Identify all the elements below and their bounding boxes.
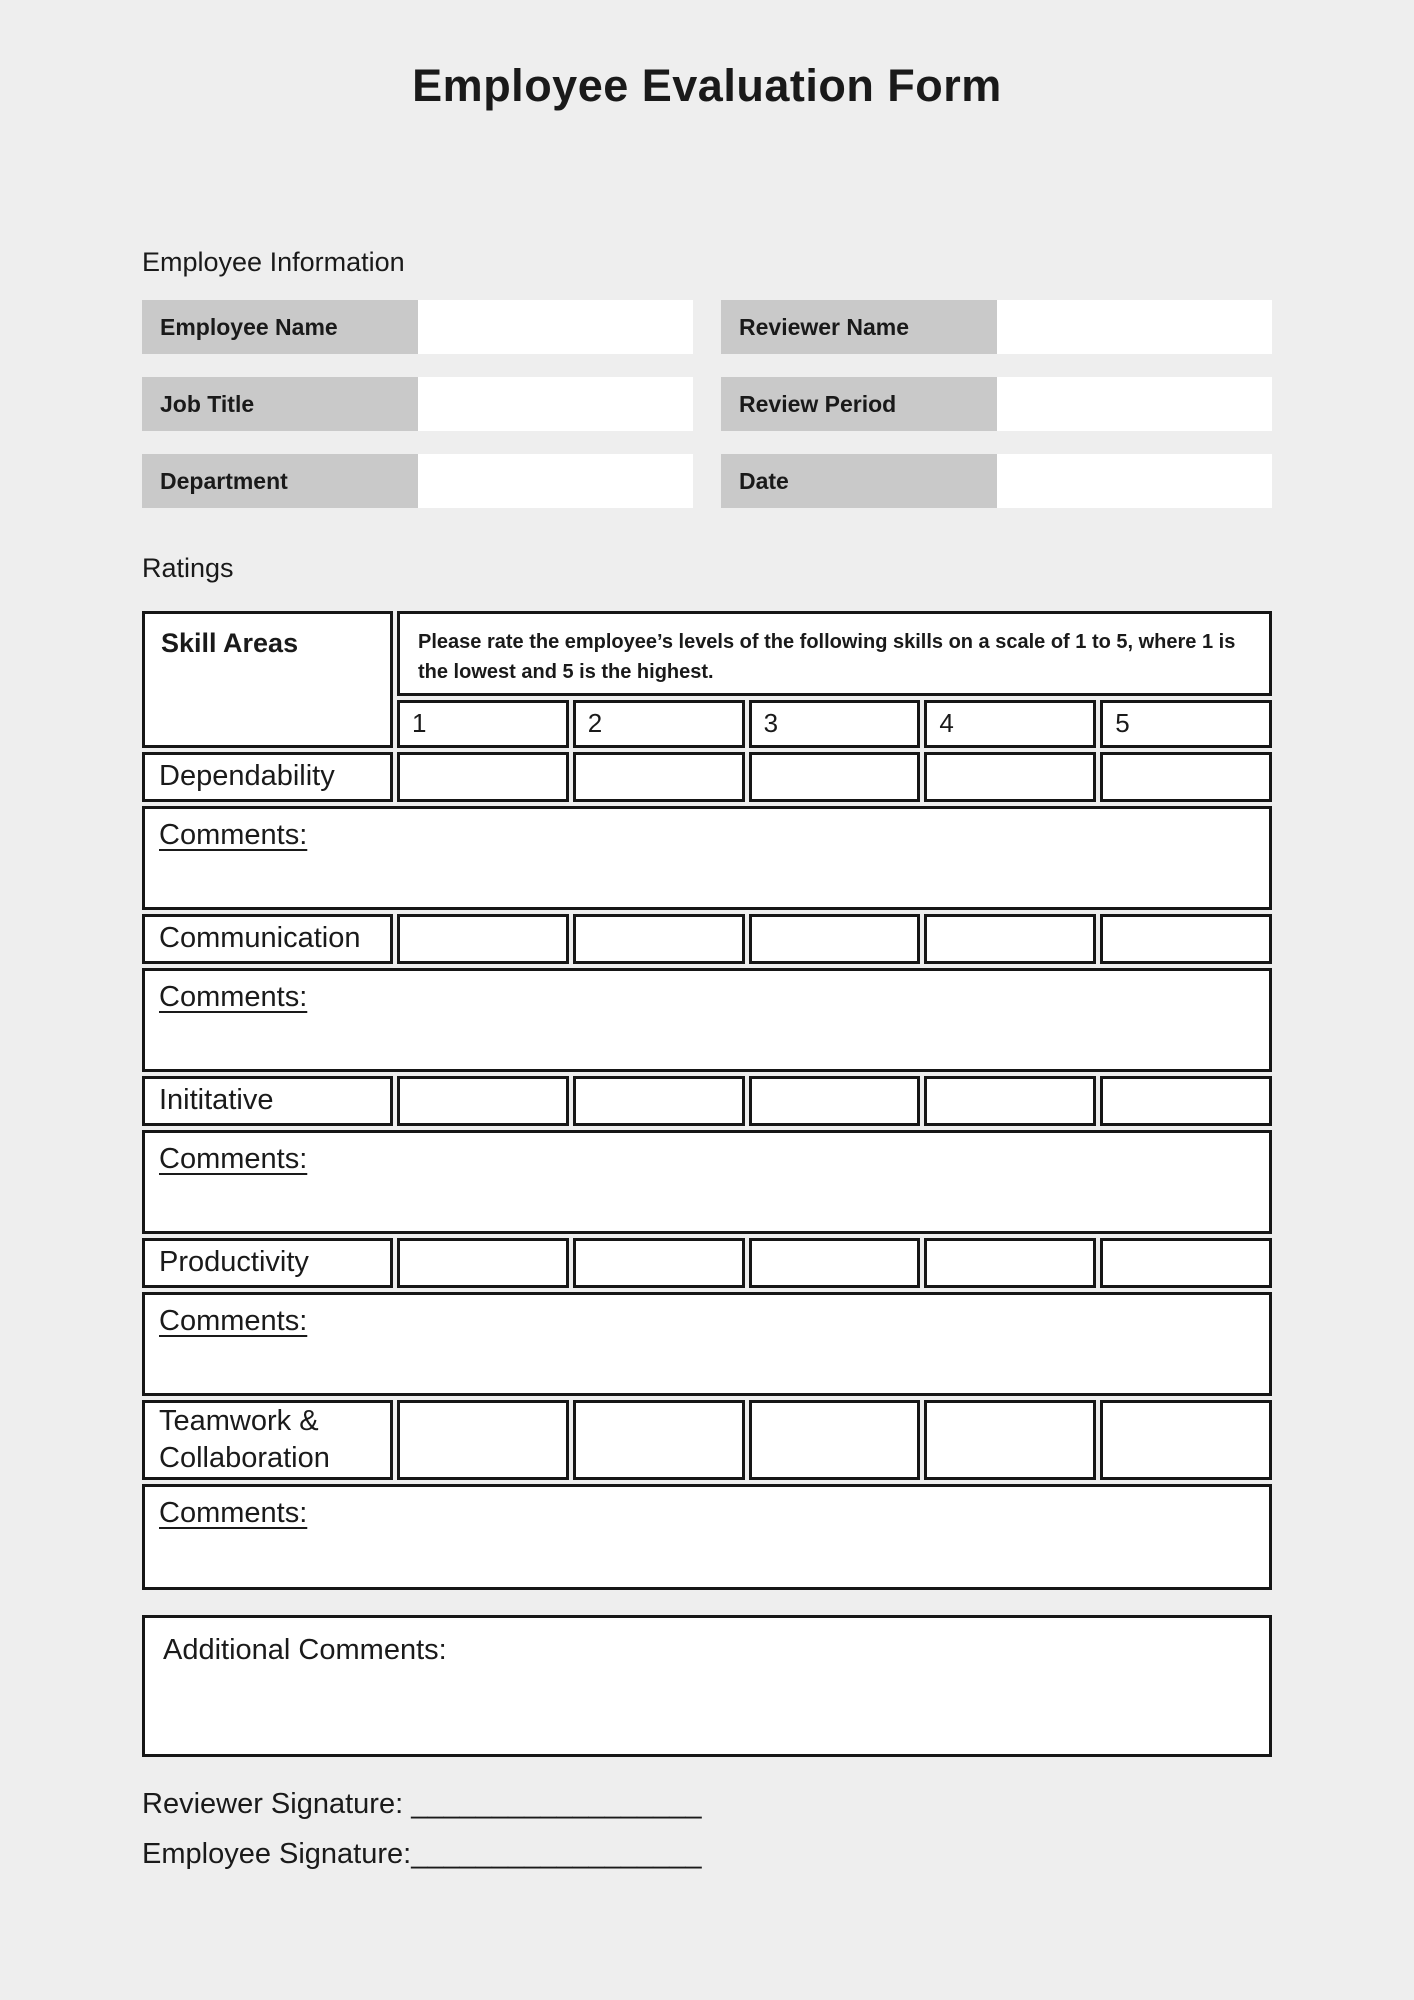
rating-teamwork-collaboration-3[interactable] [749,1400,921,1480]
employee-information-grid [142,300,1272,508]
scale-header-4: 4 [924,700,1096,748]
form-title: Employee Evaluation Form [412,60,1002,111]
job-title-input[interactable] [418,377,693,431]
comments-dependability[interactable] [142,806,1272,910]
rating-inititative-1[interactable] [397,1076,569,1126]
scale-header-5: 5 [1100,700,1272,748]
review-period-input[interactable] [997,377,1272,431]
rating-communication-1[interactable] [397,914,569,964]
employee-signature-line[interactable]: __________________ [411,1837,702,1870]
comments-productivity[interactable] [142,1292,1272,1396]
skill-label-dependability: Dependability [142,752,393,802]
rating-inititative-4[interactable] [924,1076,1096,1126]
skill-areas-header: Skill Areas [142,611,393,748]
employee-name-field [142,300,693,354]
department-input[interactable] [418,454,693,508]
job-title-label: Job Title [142,377,418,431]
department-label: Department [142,454,418,508]
rating-communication-3[interactable] [749,914,921,964]
signatures [142,1779,1272,1879]
rating-instruction: Please rate the employee’s levels of the following skills on a scale of 1 to 5, where 1 is the lowest and 5 is the highest. [397,611,1272,696]
rating-dependability-4[interactable] [924,752,1096,802]
reviewer-signature-line[interactable]: __________________ [403,1787,702,1820]
comments-teamwork-collaboration-label: Comments: [159,1496,308,1529]
ratings-table [142,611,1272,1590]
reviewer-signature-row [142,1779,1272,1829]
reviewer-name-label: Reviewer Name [721,300,997,354]
additional-comments-label: Additional Comments: [163,1633,447,1666]
skill-label-productivity: Productivity [142,1238,393,1288]
rating-productivity-5[interactable] [1100,1238,1272,1288]
skill-label-communication: Communication [142,914,393,964]
date-input[interactable] [997,454,1272,508]
comments-communication-label: Comments: [159,980,308,1013]
scale-header-1: 1 [397,700,569,748]
rating-dependability-5[interactable] [1100,752,1272,802]
rating-inititative-5[interactable] [1100,1076,1272,1126]
rating-communication-4[interactable] [924,914,1096,964]
job-title-field [142,377,693,431]
employee-signature-row [142,1829,1272,1879]
comments-dependability-label: Comments: [159,818,308,851]
rating-productivity-4[interactable] [924,1238,1096,1288]
rating-inititative-3[interactable] [749,1076,921,1126]
rating-teamwork-collaboration-5[interactable] [1100,1400,1272,1480]
review-period-label: Review Period [721,377,997,431]
rating-teamwork-collaboration-1[interactable] [397,1400,569,1480]
skill-label-inititative: Inititative [142,1076,393,1126]
rating-teamwork-collaboration-2[interactable] [573,1400,745,1480]
form-page [142,0,1272,1879]
additional-comments-area[interactable] [142,1615,1272,1757]
reviewer-signature-label: Reviewer Signature: [142,1787,404,1820]
employee-information-heading: Employee Information [142,246,405,277]
rating-dependability-1[interactable] [397,752,569,802]
comments-teamwork-collaboration[interactable] [142,1484,1272,1590]
rating-inititative-2[interactable] [573,1076,745,1126]
review-period-field [721,377,1272,431]
rating-dependability-2[interactable] [573,752,745,802]
rating-communication-5[interactable] [1100,914,1272,964]
comments-inititative[interactable] [142,1130,1272,1234]
rating-productivity-2[interactable] [573,1238,745,1288]
reviewer-name-input[interactable] [997,300,1272,354]
department-field [142,454,693,508]
rating-dependability-3[interactable] [749,752,921,802]
scale-header-3: 3 [749,700,921,748]
comments-productivity-label: Comments: [159,1304,308,1337]
employee-name-label: Employee Name [142,300,418,354]
comments-inititative-label: Comments: [159,1142,308,1175]
date-label: Date [721,454,997,508]
employee-name-input[interactable] [418,300,693,354]
scale-header-2: 2 [573,700,745,748]
date-field [721,454,1272,508]
ratings-heading: Ratings [142,553,234,584]
rating-communication-2[interactable] [573,914,745,964]
rating-productivity-3[interactable] [749,1238,921,1288]
rating-teamwork-collaboration-4[interactable] [924,1400,1096,1480]
skill-label-teamwork-collaboration: Teamwork & Collaboration [142,1400,393,1480]
employee-signature-label: Employee Signature: [142,1837,412,1870]
comments-communication[interactable] [142,968,1272,1072]
rating-productivity-1[interactable] [397,1238,569,1288]
reviewer-name-field [721,300,1272,354]
